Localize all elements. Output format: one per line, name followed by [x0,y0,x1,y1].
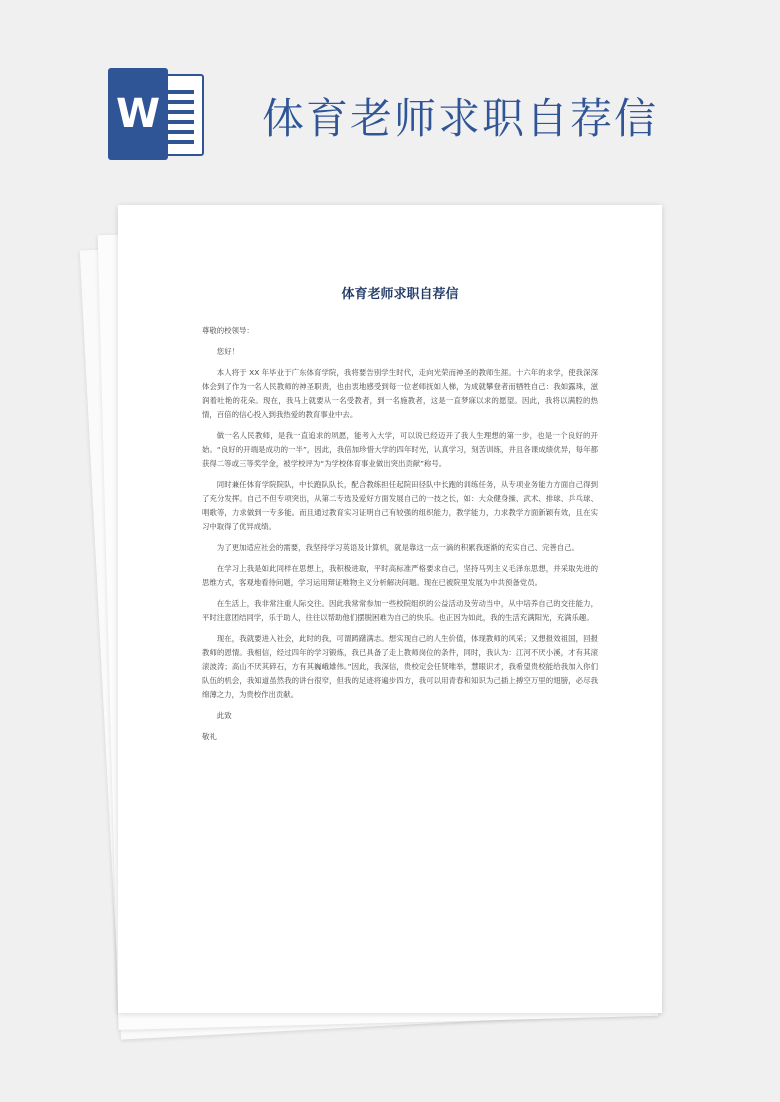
body-paragraph: 在学习上我是如此同样在思想上，我积极进取，平时高标准严格要求自己，坚持马列主义毛泽东思想，并采取先进的思维方式，客观地看待问题，学习运用辩证唯物主义分析解决问题。现在已被院里发展为中共预备党员。 [202,564,598,587]
word-letter: W [115,91,161,137]
body-paragraph: 本人将于 XX 年毕业于广东体育学院，我将要告别学生时代，走向光荣而神圣的教师生涯。十六年的求学，使我深深体会到了作为一名人民教师的神圣职责，也由衷地感受到每一位老师抚如人梯，为成就攀登者而牺牲自己：我如露珠，滋润着吐艳的花朵。现在，我马上就要从一名受教者，到一名施教者，这是一直梦寐以求的愿望。因此，我将以满腔的热情，百倍的信心投入到我热爱的教育事业中去。 [202,368,598,419]
closing: 此致 [216,711,232,720]
banner [0,0,780,200]
body-paragraph: 在生活上，我非常注重人际交往。因此我常常参加一些校院组织的公益活动及劳动当中，从中培养自己的交往能力，平时注意团结同学，乐于助人，往往以帮助他们摆脱困难为自己的快乐。也正因为如此，我的生活充满阳光，充满乐趣。 [202,599,598,622]
body-paragraph: 同时兼任体育学院院队，中长跑队队长，配合教练担任起院田径队中长跑的训练任务，从专项业务能力方面自己得到了充分发挥。自己不但专项突出，从第二专选及爱好方面发展自己的一技之长，如：大众健身操、武术、排球、乒乓球、唱歌等，力求做到一专多能。而且通过教育实习证明自己有较强的组织能力，教学能力，力求教学方面新颖有效，且在实习中取得了优异成绩。 [202,480,598,531]
body-paragraph: 为了更加适应社会的需要，我坚持学习英语及计算机，就是靠这一点一滴的积累我逐渐的充实自己、完善自己。 [216,543,579,552]
signoff: 敬礼 [202,732,217,741]
word-badge [108,68,168,160]
greeting: 您好！ [216,347,239,356]
banner-title: 体育老师求职自荐信 [262,94,659,143]
salutation: 尊敬的校领导： [202,326,254,335]
document-page [118,205,662,1013]
body-paragraph: 现在，我就要进入社会，此时的我，可谓踌躇满志。想实现自己的人生价值，体现教师的风采；又想报效祖国，回报教师的恩情。我相信，经过四年的学习锻炼，我已具备了走上教师岗位的条件，同时，我认为：江河不厌小溪，才有其滚滚波涛；高山不厌其碎石，方有其巍峨雄伟。”因此，我深信，贵校定会任贤唯举，慧眼识才，我希望贵校能给我加入你们队伍的机会，我知道虽然我的讲台很窄，但我的足迹将遍步四方，我可以用青春和知识为己插上搏空万里的翅膀，必尽我绵薄之力，为贵校作出贡献。 [202,634,598,699]
body-paragraph: 做一名人民教师，是我一直追求的夙愿，能考入大学，可以说已经迈开了我人生理想的第一步，也是一个良好的开始。“良好的开端是成功的一半”，因此，我倍加珍惜大学的四年时光，认真学习，刻苦训练，并且各课成绩优异，每年都获得二等或三等奖学金，被学校评为“为学校体育事业做出突出贡献”称号。 [202,431,598,468]
word-document-icon [108,68,208,160]
document-title: 体育老师求职自荐信 [341,287,459,302]
